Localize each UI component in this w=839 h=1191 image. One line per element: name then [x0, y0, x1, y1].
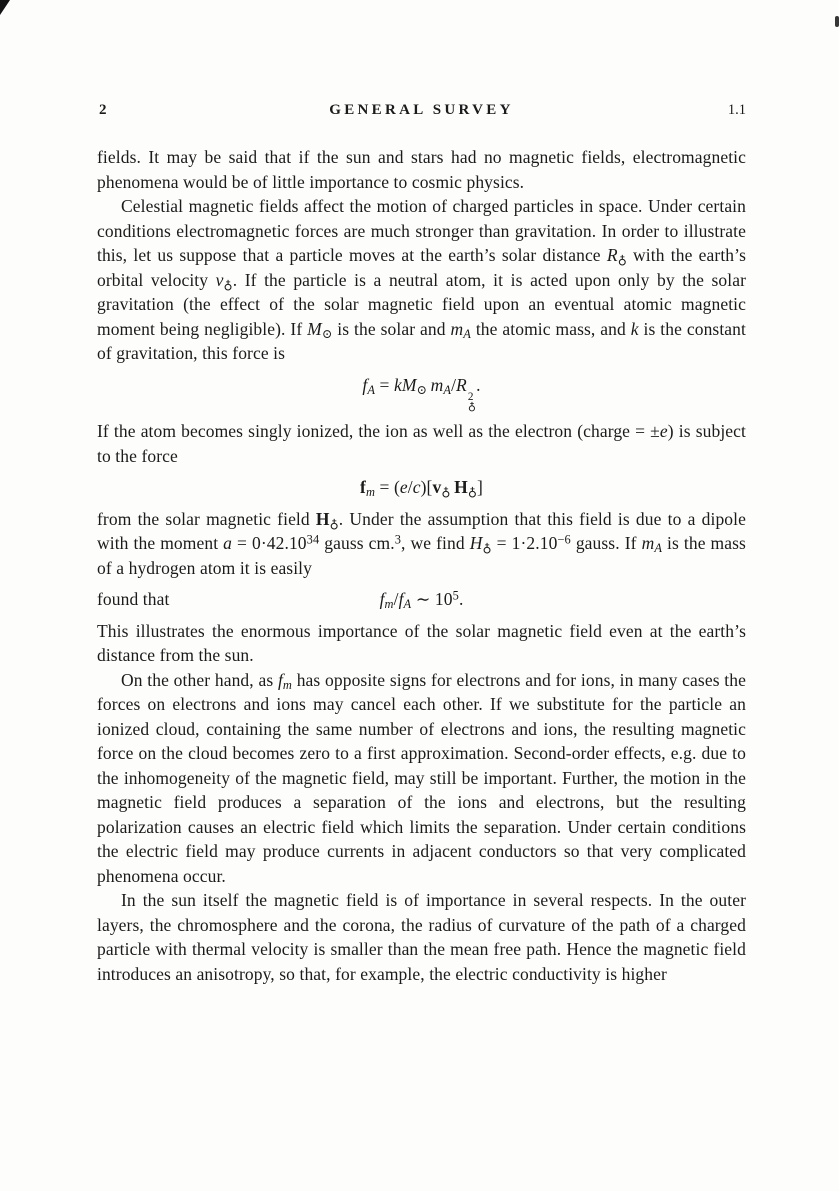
- equation: $f_m = (e/c)[v_♁$ $H_♁$]: [360, 477, 483, 500]
- page-header: [97, 102, 746, 122]
- scan-artifact-top-right: [835, 16, 839, 27]
- paragraph: Celestial magnetic fields affect the motion of charged particles in space. Under certain conditions electromagnetic forces are much stronger than gravitation. In order to illustrate this, let us suppose that a particle moves at the earth’s solar distance $R_♁$ with the earth’s orbital velocity $v_♁$. If the particle is a neutral atom, it is acted upon only by the solar gravitation (the effect of the solar magnetic field upon an eventual atomic magnetic moment being negligible). If $M_⊙$ is the solar and $m_A$ the atomic mass, and k is the constant of gravitation, this force is: [97, 196, 746, 363]
- paragraph: If the atom becomes singly ionized, the ion as well as the electron (charge = ±e) is subject to the force: [97, 421, 746, 466]
- equation: $f_m/f_A$ ∼ $10^5$.: [379, 588, 464, 612]
- paragraph: This illustrates the enormous importance of the solar magnetic field even at the earth’s distance from the sun.: [97, 620, 746, 666]
- paragraph: On the other hand, as $f_m$ has opposite signs for electrons and for ions, in many cases the forces on electrons and ions may cancel each other. If we substitute for the particle an ionized cloud, containing the same number of electrons and ions, the resulting magnetic force on the cloud becomes zero to a first approximation. Second-order effects, e.g. due to the inhomogeneity of the magnetic field, may still be important. Further, the motion in the magnetic field produces a separation of the ions and electrons, but the resulting polarization causes an electric field which limits the separation. Under certain conditions the electric field may produce currents in adjacent conductors so that very complicated phenomena occur.: [97, 669, 746, 886]
- scan-artifact-top-left: [0, 0, 10, 15]
- paragraph: fields. It may be said that if the sun and stars had no magnetic fields, electromagnetic phenomena would be of little importance to cosmic physics.: [97, 147, 746, 192]
- equation: $f_A = kM_⊙$ $m_A/R$ 2 ♁ .: [362, 374, 481, 413]
- paragraph: from the solar magnetic field $H_♁$. Under the assumption that this field is due to a dipole with the moment $a = 0\cdot 42.10^{34}$ gauss cm.$^3$, we find $H_♁ = 1\cdot 2.10^{-6}$ gauss. If $m_A$ is the mass of a hydrogen atom it is easily: [97, 508, 746, 578]
- text-body: [97, 145, 746, 986]
- paragraph-continuation: found that: [97, 589, 170, 610]
- running-title: GENERAL SURVEY: [329, 102, 514, 118]
- page-number: 2: [99, 102, 107, 118]
- equation-line: [97, 587, 746, 612]
- paragraph: In the sun itself the magnetic field is of importance in several respects. In the outer layers, the chromosphere and the corona, the radius of curvature of the path of a charged particle with thermal velocity is smaller than the mean free path. Hence the magnetic field introduces an anisotropy, so that, for example, the electric conductivity is higher: [97, 890, 746, 984]
- section-number: 1.1: [727, 102, 746, 118]
